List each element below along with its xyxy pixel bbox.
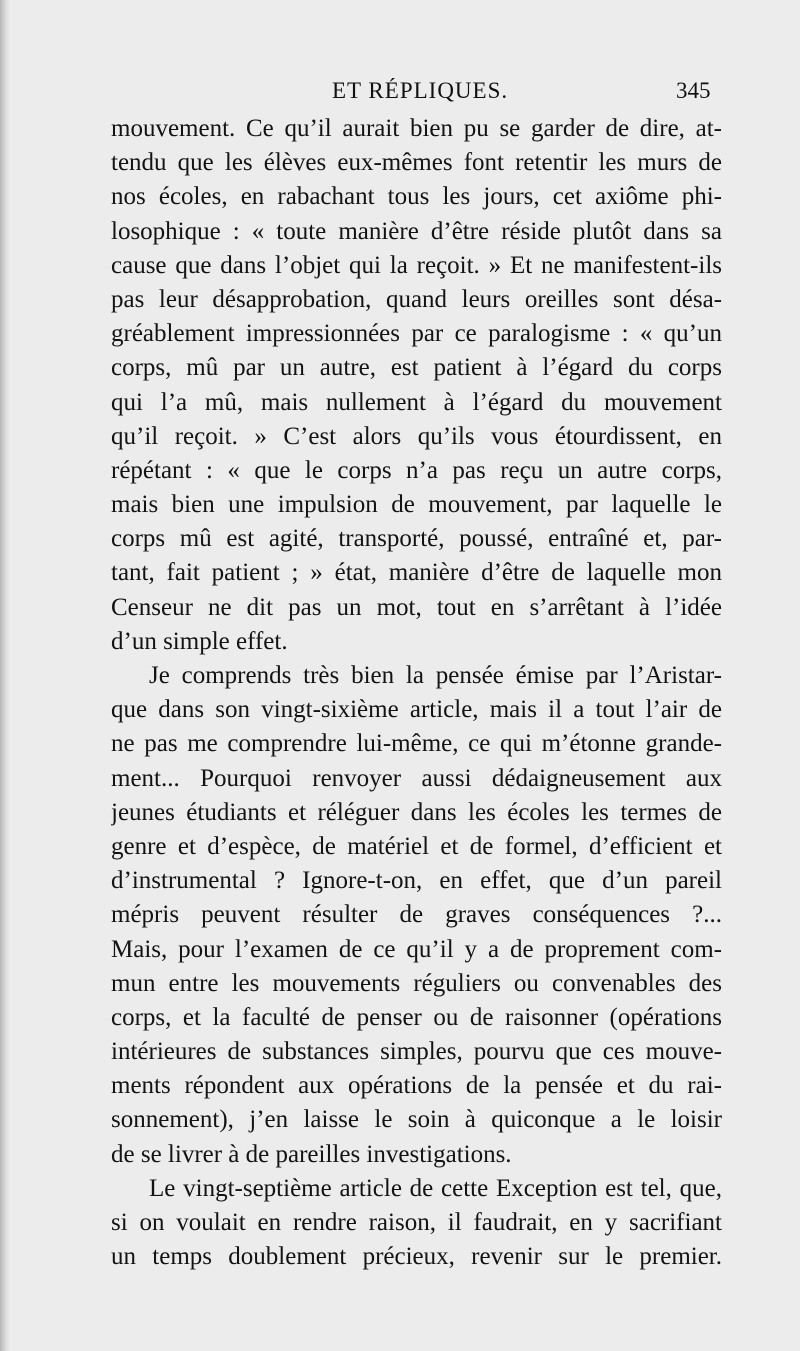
page-gutter-shadow <box>0 0 10 1351</box>
text-line: répétant : « que le corps n’a pas reçu un autre corps, <box>111 456 722 484</box>
page-number: 345 <box>676 78 711 103</box>
text-line: mais bien une impulsion de mouvement, par laquelle le <box>111 491 722 519</box>
text-line: Je comprends très bien la pensée émise par l’Aristar- <box>149 662 722 689</box>
text-line: ment... Pourquoi renvoyer aussi dédaigneusement aux <box>111 764 722 792</box>
text-line: corps, mû par un autre, est patient à l’égard du corps <box>111 354 722 382</box>
text-line: pas leur désapprobation, quand leurs oreilles sont désa- <box>111 285 722 313</box>
text-line: un temps doublement précieux, revenir sur le premier. <box>111 1243 722 1271</box>
body-text <box>111 112 722 1274</box>
text-line: d’un simple effet. <box>111 627 288 655</box>
text-line: Le vingt-septième article de cette Exception est tel, que, <box>149 1174 722 1202</box>
text-line: Mais, pour l’examen de ce qu’il y a de proprement com- <box>111 935 722 963</box>
text-line: corps mû est agité, transporté, poussé, entraîné et, par- <box>111 525 722 553</box>
text-line: nos écoles, en rabachant tous les jours, cet axiôme phi- <box>111 183 722 211</box>
text-line: tendu que les élèves eux-mêmes font retentir les murs de <box>111 149 722 177</box>
text-line: si on voulait en rendre raison, il faudrait, en y sacrifiant <box>111 1209 722 1236</box>
page-header <box>10 74 800 114</box>
text-line: corps, et la faculté de penser ou de raisonner (opérations <box>111 1003 722 1031</box>
text-line: qu’il reçoit. » C’est alors qu’ils vous étourdissent, en <box>111 422 722 450</box>
text-line: gréablement impressionnées par ce paralogisme : « qu’un <box>111 320 722 348</box>
text-line: ments répondent aux opérations de la pensée et du rai- <box>111 1072 722 1100</box>
text-line: mun entre les mouvements réguliers ou convenables des <box>111 969 722 997</box>
text-line: Censeur ne dit pas un mot, tout en s’arrêtant à l’idée <box>111 593 722 621</box>
text-line: genre et d’espèce, de matériel et de formel, d’efficient et <box>111 832 722 860</box>
text-line: jeunes étudiants et réléguer dans les écoles les termes de <box>111 798 722 826</box>
text-line: que dans son vingt-sixième article, mais il a tout l’air de <box>111 696 722 724</box>
text-line: de se livrer à de pareilles investigations. <box>111 1140 512 1168</box>
text-line: sonnement), j’en laisse le soin à quiconque a le loisir <box>111 1106 722 1134</box>
running-head: ET RÉPLIQUES. <box>332 78 509 103</box>
text-line: qui l’a mû, mais nullement à l’égard du mouvement <box>111 388 722 416</box>
book-page <box>10 0 800 1351</box>
text-line: tant, fait patient ; » état, manière d’être de laquelle mon <box>111 559 722 587</box>
text-line: mépris peuvent résulter de graves conséquences ?... <box>111 901 722 929</box>
text-line: intérieures de substances simples, pourvu que ces mouve- <box>111 1038 722 1066</box>
text-line: ne pas me comprendre lui-même, ce qui m’étonne grande- <box>111 730 722 758</box>
text-line: d’instrumental ? Ignore-t-on, en effet, que d’un pareil <box>111 867 722 895</box>
text-line: losophique : « toute manière d’être réside plutôt dans sa <box>111 217 722 245</box>
text-line: cause que dans l’objet qui la reçoit. » Et ne manifestent-ils <box>111 251 722 279</box>
text-line: mouvement. Ce qu’il aurait bien pu se garder de dire, at- <box>111 115 722 142</box>
